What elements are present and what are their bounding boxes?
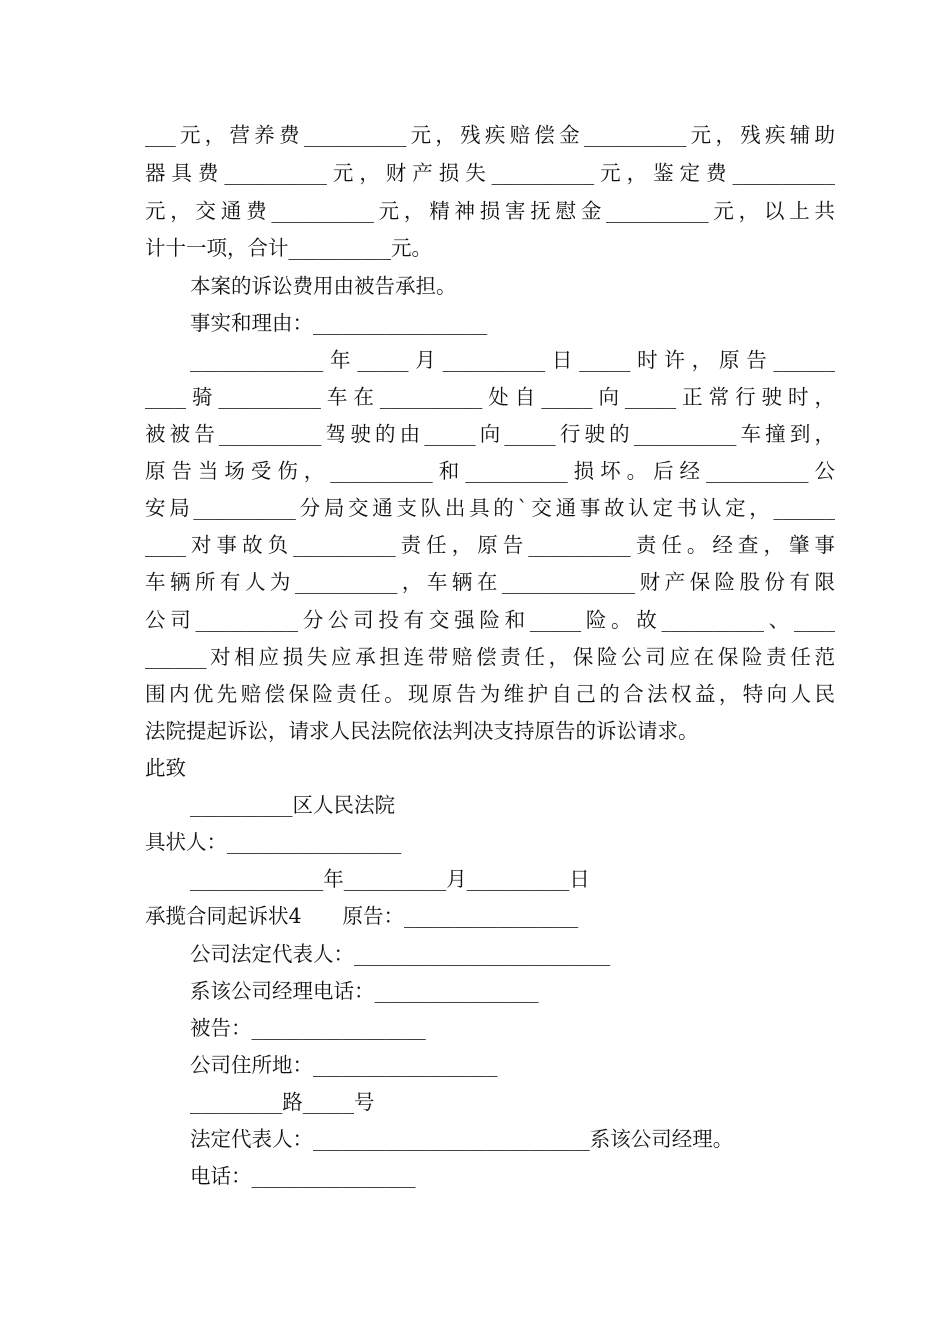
text-line: ____骑__________车在__________处自_____向_____正常行驶时， [145, 385, 835, 409]
text-line: 系该公司经理电话：________________ [190, 979, 539, 1003]
text-line: ___元，营养费__________元，残疾赔偿金__________元，残疾辅助 [145, 123, 835, 147]
text-line: 公司法定代表人：_________________________ [190, 942, 611, 966]
text-line: 计十一项，合计__________元。 [145, 236, 432, 260]
text-line: 事实和理由：_________________ [190, 311, 488, 335]
section-heading: 承揽合同起诉状4 原告：_________________ [145, 904, 579, 928]
text-line: 围内优先赔偿保险责任。现原告为维护自己的合法权益，特向人民 [145, 682, 835, 706]
signer-line: 具状人：_________________ [145, 830, 402, 854]
text-line: 公司__________分公司投有交强险和_____险。故__________、____ [145, 608, 835, 632]
text-line: 公司住所地：__________________ [190, 1053, 498, 1077]
text-line: 本案的诉讼费用由被告承担。 [190, 274, 457, 298]
text-line: 器具费__________元，财产损失__________元，鉴定费__________ [145, 161, 835, 185]
text-line: 法院提起诉讼，请求人民法院依法判决支持原告的诉讼请求。 [145, 719, 699, 743]
date-line: _____________年__________月__________日 [190, 867, 590, 891]
text-line: ____对事故负__________责任，原告__________责任。经查，肇事 [145, 533, 835, 557]
text-line: 电话：________________ [190, 1164, 416, 1188]
text-line: 元，交通费__________元，精神损害抚慰金__________元，以上共 [145, 199, 835, 223]
text-line: 安局__________分局交通支队出具的`交通事故认定书认定，______ [145, 496, 835, 520]
text-line: 被告：_________________ [190, 1016, 426, 1040]
text-line: 原告当场受伤，__________和__________损坏。后经__________公 [145, 459, 835, 483]
court-name-line: __________区人民法院 [190, 793, 395, 817]
text-line: _____________年_____月__________日_____时许，原告______ [190, 348, 835, 372]
text-line: 法定代表人：___________________________系该公司经理。 [190, 1127, 734, 1151]
text-line: 车辆所有人为__________，车辆在_____________财产保险股份有限 [145, 570, 835, 594]
salutation: 此致 [145, 756, 186, 780]
text-line: ______对相应损失应承担连带赔偿责任，保险公司应在保险责任范 [145, 645, 835, 669]
text-line: 被被告__________驾驶的由_____向_____行驶的__________车撞到， [145, 422, 835, 446]
text-line: _________路_____号 [190, 1090, 375, 1114]
